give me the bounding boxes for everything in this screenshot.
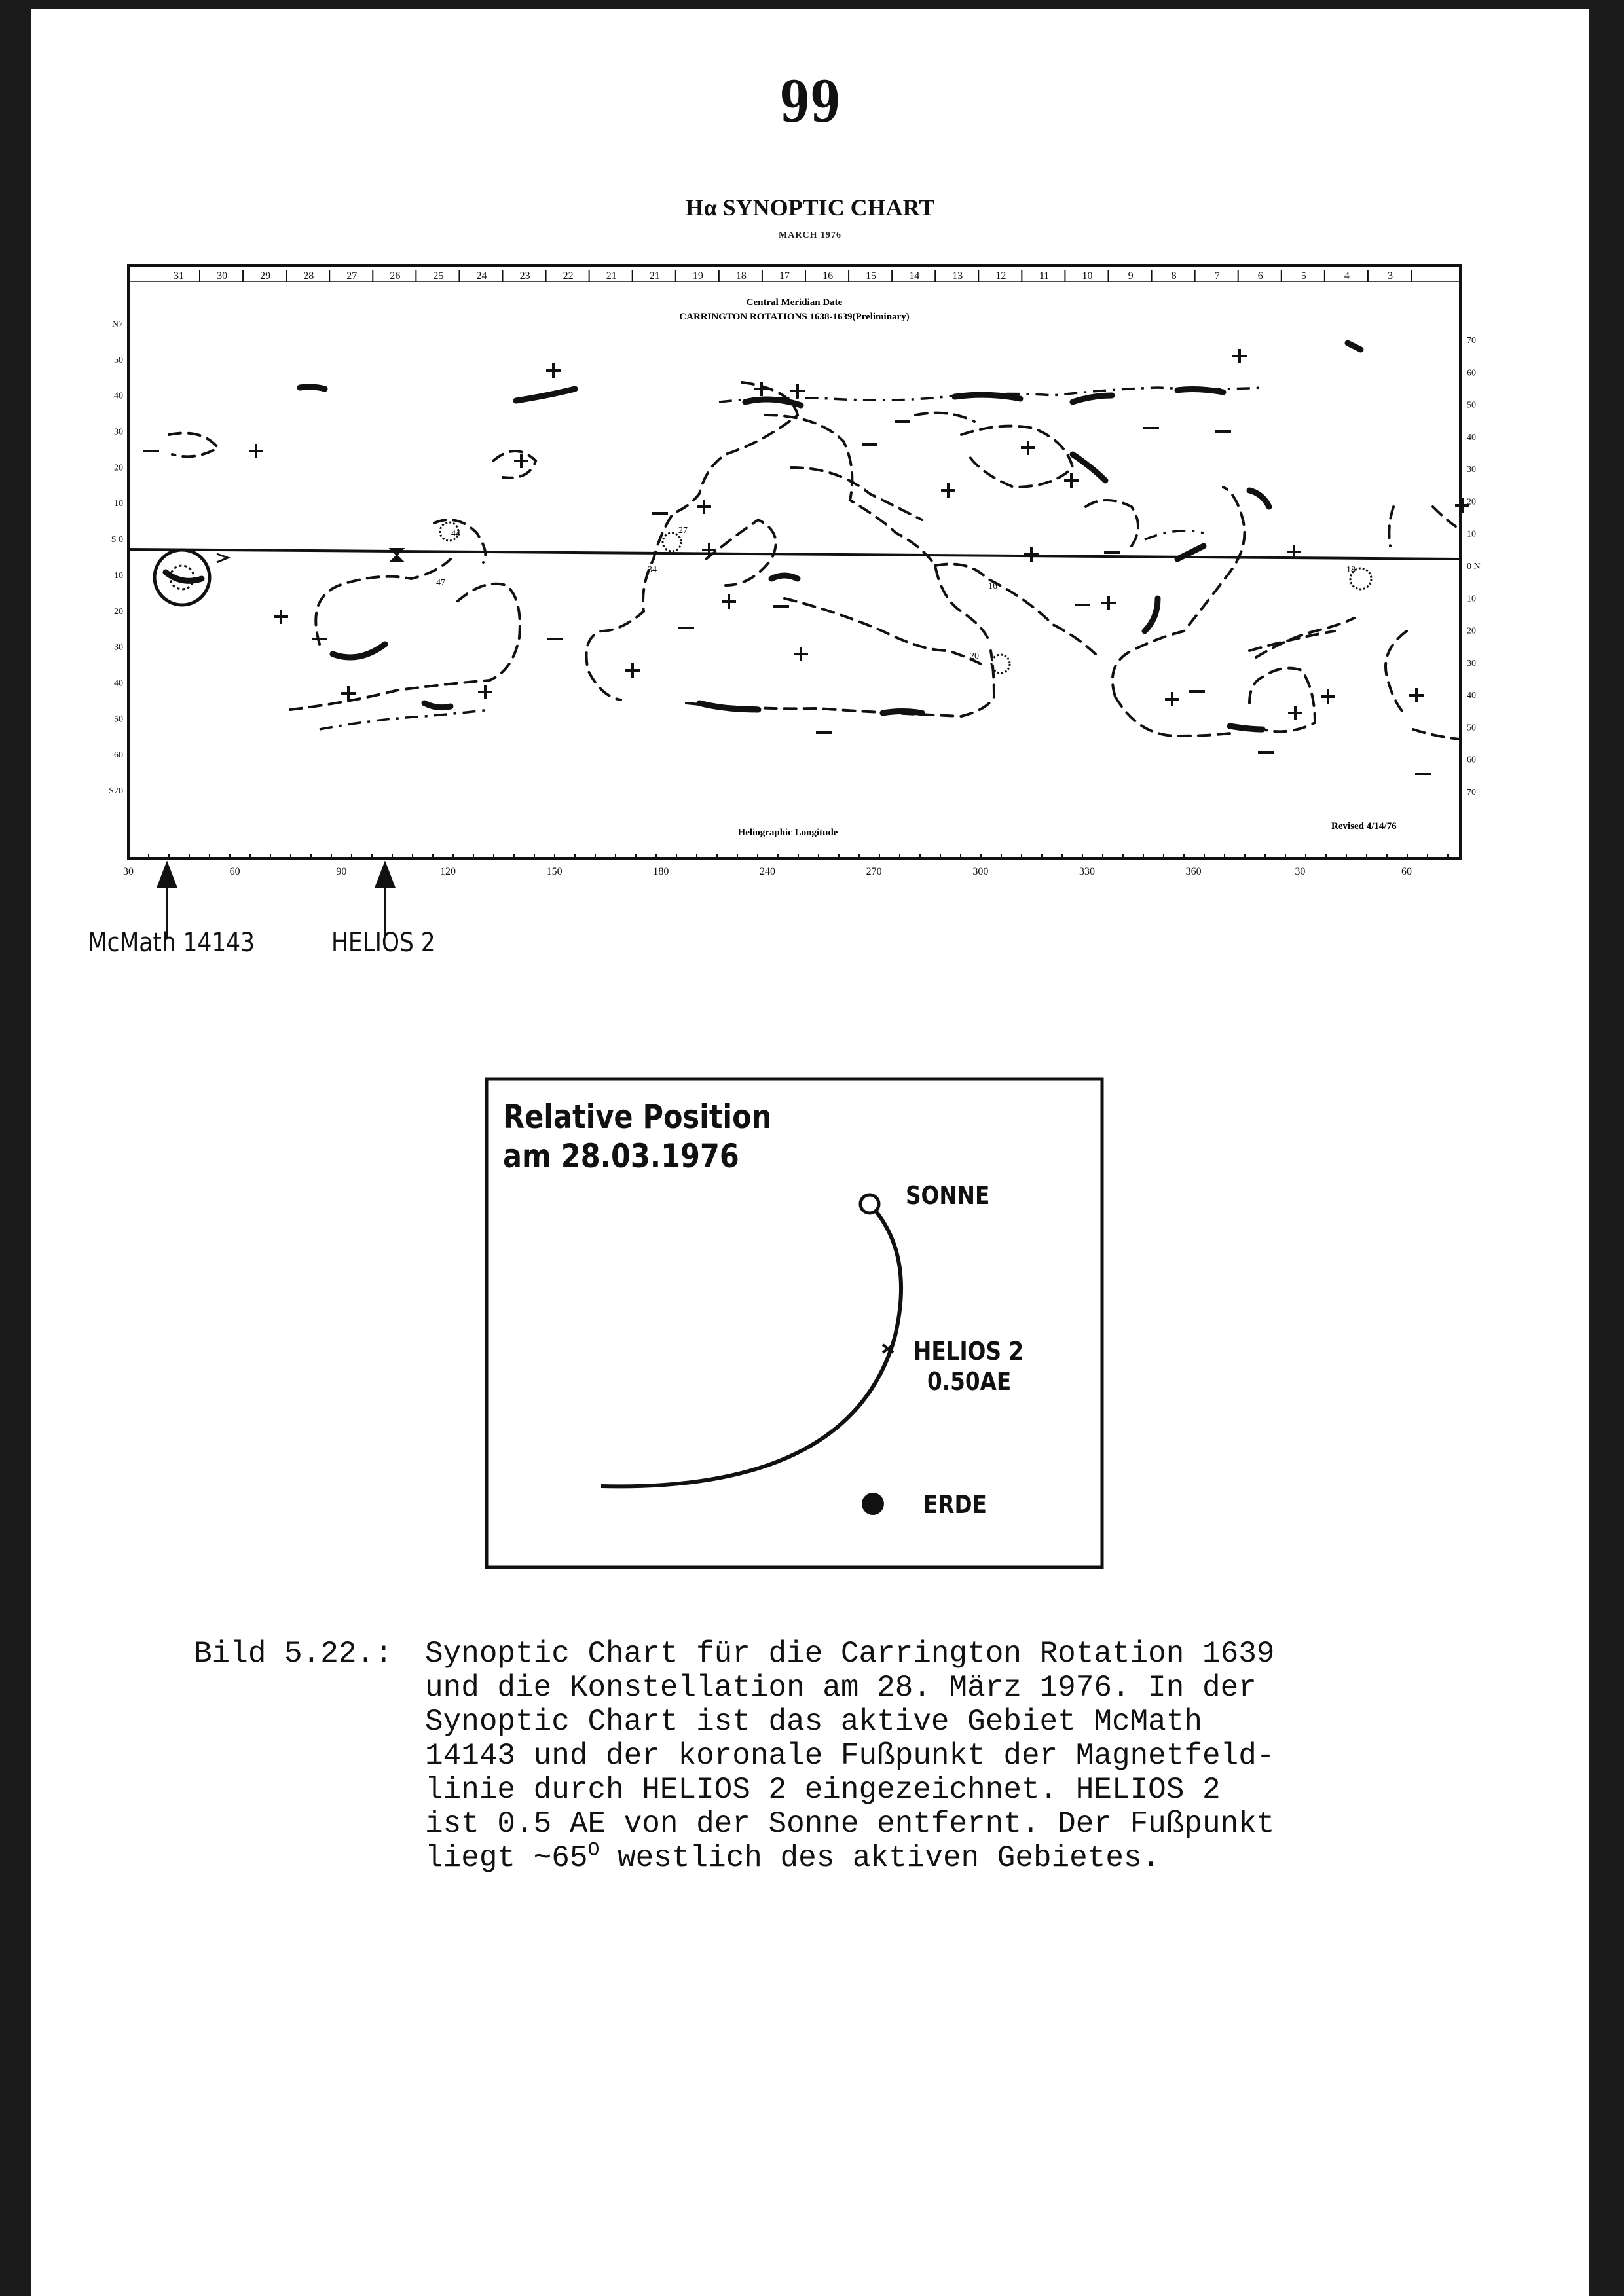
longitude-tick-label: 240: [760, 866, 775, 877]
positive-polarity-mark: [1232, 349, 1247, 363]
neutral-line: [915, 413, 974, 422]
left-lat-label: 50: [114, 355, 123, 365]
neutral-line: [1113, 487, 1245, 697]
helios-arrowhead: [377, 864, 394, 886]
right-lat-label: 50: [1467, 723, 1476, 733]
helios-distance-label: 0.50AE: [927, 1367, 1012, 1396]
neutral-line: [1249, 631, 1335, 651]
position-title: [503, 1097, 771, 1176]
left-lat-label: 30: [114, 427, 123, 437]
date-tick-label: 6: [1257, 270, 1263, 282]
sonne-label: SONNE: [906, 1181, 990, 1210]
date-tick-label: 26: [390, 270, 401, 282]
positive-polarity-mark: [478, 685, 492, 699]
erde-label: ERDE: [923, 1490, 987, 1519]
date-tick-label: 19: [692, 270, 703, 282]
right-lat-label: 10: [1467, 594, 1476, 604]
right-lat-label: 20: [1467, 626, 1476, 636]
left-lat-label: 20: [114, 606, 123, 617]
rotation-label: CARRINGTON ROTATIONS 1638-1639(Preliminary): [679, 312, 910, 322]
synoptic-chart: [109, 266, 1480, 877]
date-tick-label: 28: [303, 270, 314, 282]
longitude-tick-label: 330: [1079, 866, 1095, 877]
positive-polarity-mark: [625, 663, 640, 678]
caption-line: Synoptic Chart für die Carrington Rotation 1639: [425, 1637, 1275, 1671]
right-latitude-labels: [1467, 336, 1481, 797]
region-number: 20: [970, 651, 979, 661]
right-lat-label: 60: [1467, 368, 1476, 378]
neutral-line: [1086, 500, 1138, 546]
positive-polarity-mark: [697, 500, 711, 514]
helios-footpoint-marker: [390, 549, 403, 562]
positive-polarity-mark: [941, 483, 955, 498]
right-lat-label: 40: [1467, 691, 1476, 701]
region-numbers: [436, 526, 1356, 661]
positive-polarity-mark: [1101, 596, 1116, 610]
longitude-tick-label: 270: [866, 866, 882, 877]
date-tick-label: 22: [563, 270, 574, 282]
longitude-tick-label: 30: [1295, 866, 1306, 877]
filament: [424, 703, 451, 708]
neutral-line: [316, 559, 451, 644]
left-lat-label: 40: [114, 678, 123, 689]
caption-line-last: [425, 1841, 1447, 1875]
longitude-tick-label: 60: [229, 866, 240, 877]
positive-polarity-mark: [274, 610, 288, 624]
neutral-line: [1256, 618, 1354, 657]
date-tick-label: 11: [1039, 270, 1050, 282]
position-title-line2: am 28.03.1976: [503, 1137, 739, 1175]
polarity-marks: [143, 349, 1469, 774]
date-tick-label: 24: [476, 270, 487, 282]
central-meridian-label: Central Meridian Date: [746, 297, 843, 308]
date-tick-label: 10: [1082, 270, 1093, 282]
right-lat-label: 70: [1467, 336, 1476, 346]
left-lat-label: S 0: [111, 535, 123, 545]
equator-line: [128, 549, 1460, 559]
filament: [1177, 390, 1223, 392]
date-tick-label: 12: [995, 270, 1006, 282]
filament: [745, 399, 801, 405]
active-regions: [155, 522, 1371, 673]
mcmath-arrowhead: [158, 864, 175, 886]
filament: [516, 389, 575, 401]
caption-line: 14143 und der koronale Fußpunkt der Magnetfeld-: [425, 1739, 1275, 1773]
right-lat-label: 30: [1467, 465, 1476, 475]
filament: [771, 575, 798, 579]
date-tick-label: 31: [174, 270, 184, 282]
longitude-tick-label: 360: [1185, 866, 1202, 877]
plage: [991, 655, 1010, 673]
boundary-line: [1145, 531, 1204, 539]
right-lat-label: 40: [1467, 432, 1476, 443]
positive-polarity-mark: [1064, 473, 1079, 488]
longitude-tick-label: 180: [653, 866, 669, 877]
filament: [1073, 395, 1112, 402]
neutral-line: [765, 415, 987, 638]
positive-polarity-mark: [794, 647, 808, 661]
left-lat-label: 60: [114, 750, 123, 761]
neutral-line: [1389, 507, 1393, 546]
filament: [1145, 598, 1158, 631]
positive-polarity-mark: [1165, 692, 1179, 706]
caption-last-post: westlich des aktiven Gebietes.: [599, 1841, 1160, 1875]
neutral-line: [434, 520, 485, 562]
filament: [1073, 454, 1105, 481]
figure-canvas: [31, 9, 1589, 2296]
region-number: 47: [436, 578, 445, 588]
caption-text: [425, 1637, 1447, 1875]
region-number: 16: [988, 581, 997, 591]
filament: [1348, 343, 1361, 350]
callout-arrows: [158, 864, 394, 938]
position-title-line1: Relative Position: [503, 1098, 772, 1136]
date-tick-label: 21: [649, 270, 660, 282]
filament: [883, 712, 922, 714]
neutral-lines: [169, 382, 1459, 739]
date-tick-label: 21: [606, 270, 617, 282]
filaments: [166, 343, 1361, 729]
revised-label: Revised 4/14/76: [1331, 821, 1397, 831]
positive-polarity-mark: [790, 384, 805, 398]
caption-last-pre: liegt ~65: [425, 1841, 588, 1875]
document-page: [31, 9, 1589, 2296]
positive-polarity-mark: [1321, 689, 1335, 704]
region-number: 34: [648, 565, 657, 575]
date-tick-label: 9: [1128, 270, 1134, 282]
chart-frame: [128, 266, 1460, 858]
sun-symbol: [860, 1195, 879, 1213]
positive-polarity-mark: [546, 363, 561, 378]
chart-subtitle: MARCH 1976: [779, 230, 841, 240]
longitude-tick-label: 120: [440, 866, 456, 877]
filament: [333, 644, 385, 657]
date-tick-label: 18: [735, 270, 747, 282]
boundary-line: [320, 710, 490, 729]
page-number: 99: [779, 69, 841, 136]
neutral-line: [791, 467, 922, 520]
region-number: 18: [1346, 565, 1356, 575]
plage: [663, 533, 681, 551]
active-region-arrow: [217, 554, 228, 562]
neutral-line: [587, 382, 798, 700]
neutral-line: [784, 598, 981, 664]
date-tick-label: 5: [1301, 270, 1306, 282]
date-tick-label: 17: [779, 270, 790, 282]
left-lat-label: N7: [111, 319, 123, 329]
positive-polarity-mark: [722, 594, 736, 609]
longitude-tick-label: 90: [336, 866, 347, 877]
left-lat-label: 50: [114, 714, 123, 725]
helios-label: HELIOS 2: [331, 928, 435, 958]
date-tick-label: 8: [1171, 270, 1177, 282]
right-lat-label: 0 N: [1467, 562, 1481, 572]
positive-polarity-mark: [1024, 547, 1039, 562]
date-tick-label: 29: [260, 270, 271, 282]
neutral-line: [1386, 631, 1407, 716]
caption-degree-sup: O: [587, 1839, 600, 1862]
positive-polarity-mark: [341, 686, 356, 701]
caption-line: Synoptic Chart ist das aktive Gebiet McMath: [425, 1705, 1202, 1739]
date-tick-label: 25: [433, 270, 444, 282]
longitude-tick-label: 30: [123, 866, 134, 877]
positive-polarity-mark: [754, 382, 769, 396]
left-lat-label: 30: [114, 642, 123, 653]
positive-polarity-mark: [1021, 441, 1035, 455]
filament: [955, 395, 1020, 399]
date-tick-label: 23: [519, 270, 530, 282]
neutral-line: [1115, 697, 1236, 736]
neutral-line: [1413, 729, 1459, 739]
helios-diagram-label: HELIOS 2: [913, 1337, 1024, 1366]
left-lat-label: 20: [114, 463, 123, 473]
caption-line: linie durch HELIOS 2 eingezeichnet. HELIOS 2: [425, 1773, 1221, 1807]
date-tick-label: 4: [1344, 270, 1350, 282]
region-number: 44: [451, 529, 460, 539]
longitude-tick-label: 60: [1401, 866, 1412, 877]
right-lat-label: 70: [1467, 788, 1476, 797]
neutral-line: [1249, 668, 1315, 732]
dash-dot-boundaries: [320, 388, 1263, 729]
left-latitude-labels: [109, 319, 123, 796]
date-tick-label: 13: [952, 270, 963, 282]
filament: [1249, 490, 1269, 507]
positive-polarity-mark: [1288, 706, 1302, 720]
positive-polarity-mark: [1409, 688, 1424, 702]
filament: [1230, 726, 1263, 729]
mcmath-label: McMath 14143: [88, 928, 255, 958]
left-lat-label: 40: [114, 391, 123, 401]
right-lat-label: 60: [1467, 755, 1476, 765]
right-lat-label: 20: [1467, 497, 1476, 507]
parker-spiral: [601, 1204, 901, 1486]
left-lat-label: 10: [114, 499, 123, 509]
neutral-line: [961, 426, 1073, 487]
longitude-tick-label: 300: [972, 866, 989, 877]
filament: [300, 387, 325, 389]
date-tick-label: 15: [866, 270, 877, 282]
caption-line: und die Konstellation am 28. März 1976. In der: [425, 1671, 1257, 1705]
date-tick-label: 7: [1214, 270, 1220, 282]
positive-polarity-mark: [702, 543, 716, 557]
right-lat-label: 50: [1467, 400, 1476, 410]
date-tick-label: 16: [822, 270, 834, 282]
neutral-line: [1433, 507, 1456, 526]
right-lat-label: 30: [1467, 658, 1476, 668]
earth-symbol: [862, 1493, 884, 1515]
positive-polarity-mark: [249, 444, 263, 458]
left-lat-label: S70: [109, 786, 123, 796]
longitude-tick-label: 150: [546, 866, 563, 877]
date-tick-label: 30: [217, 270, 228, 282]
region-number: 27: [678, 526, 688, 536]
date-tick-label: 27: [346, 270, 358, 282]
positive-polarity-mark: [514, 454, 528, 468]
neutral-line: [169, 433, 218, 457]
date-ticks: [174, 270, 1411, 282]
left-lat-label: 10: [114, 570, 123, 581]
neutral-line: [493, 451, 536, 478]
caption-line: ist 0.5 AE von der Sonne entfernt. Der Fußpunkt: [425, 1807, 1275, 1841]
right-lat-label: 10: [1467, 529, 1476, 539]
axis-label: Heliographic Longitude: [737, 828, 838, 838]
date-tick-label: 14: [909, 270, 920, 282]
date-tick-label: 3: [1388, 270, 1393, 282]
chart-title: Hα SYNOPTIC CHART: [685, 194, 935, 221]
caption-label: Bild 5.22.:: [194, 1637, 393, 1671]
